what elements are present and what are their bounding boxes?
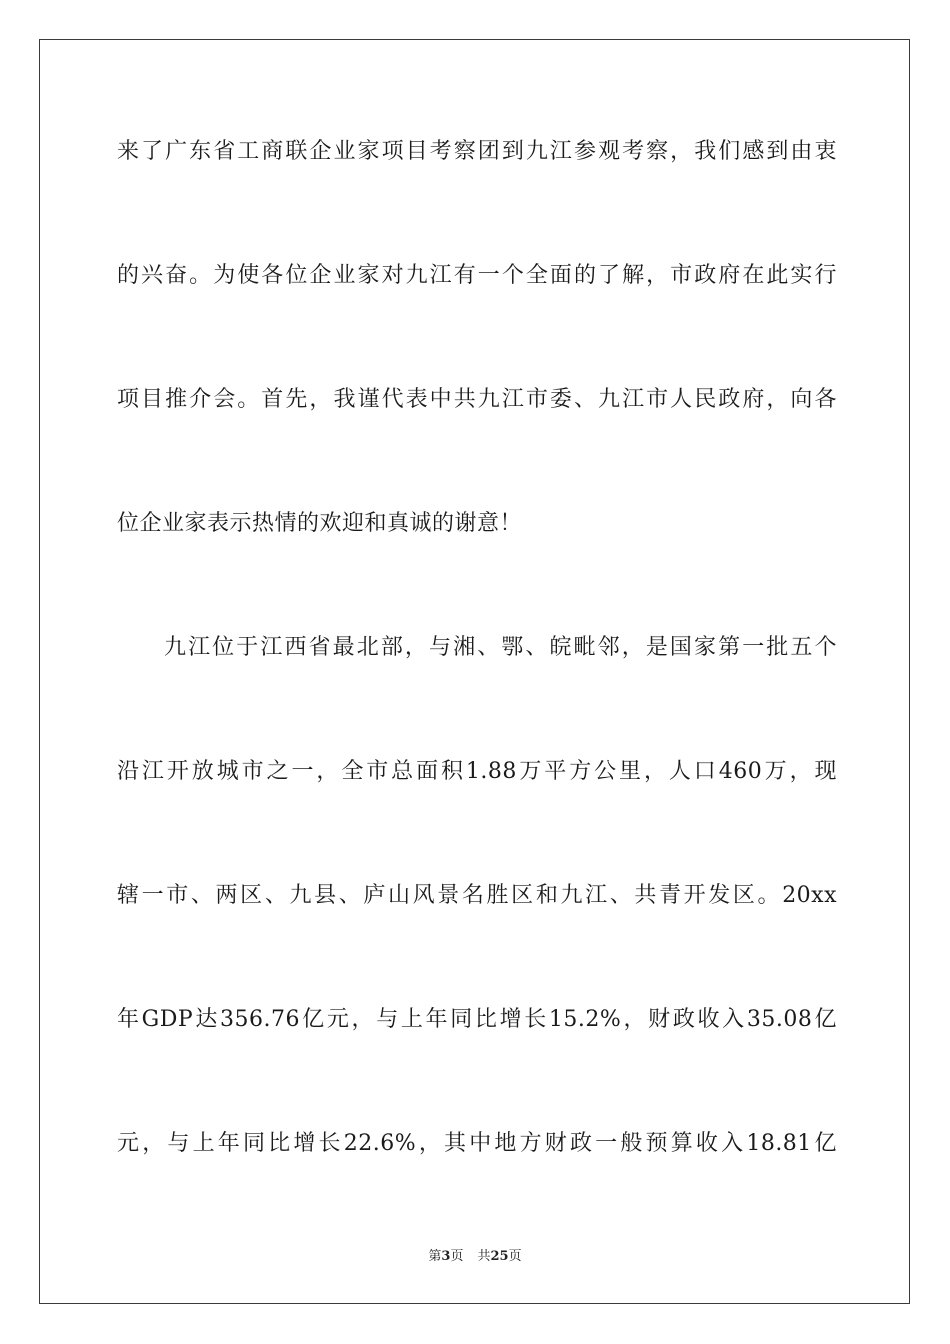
text-line-1: 来了广东省工商联企业家项目考察团到九江参观考察，我们感到由衷 bbox=[117, 139, 837, 164]
total-suffix: 页 bbox=[508, 1249, 522, 1264]
total-pages: 25 bbox=[490, 1249, 509, 1264]
text-line-3: 项目推介会。首先，我谨代表中共九江市委、九江市人民政府，向各 bbox=[117, 387, 837, 412]
page-prefix: 第 bbox=[428, 1249, 442, 1264]
text-line-8: 年GDP达356.76亿元，与上年同比增长15.2%，财政收入35.08亿 bbox=[117, 1007, 837, 1032]
page-footer bbox=[0, 1248, 950, 1266]
total-prefix: 共 bbox=[477, 1249, 491, 1264]
paragraph-2-first-line: 九江位于江西省最北部，与湘、鄂、皖毗邻，是国家第一批五个 bbox=[164, 635, 837, 660]
text-line-7: 辖一市、两区、九县、庐山风景名胜区和九江、共青开发区。20xx bbox=[117, 883, 837, 908]
text-line-2: 的兴奋。为使各位企业家对九江有一个全面的了解，市政府在此实行 bbox=[117, 263, 837, 288]
page-border bbox=[39, 39, 910, 1304]
page-number: 3 bbox=[441, 1249, 451, 1264]
page-suffix: 页 bbox=[450, 1249, 464, 1264]
text-line-4: 位企业家表示热情的欢迎和真诚的谢意！ bbox=[117, 511, 523, 536]
text-line-6: 沿江开放城市之一，全市总面积1.88万平方公里，人口460万，现 bbox=[117, 759, 837, 784]
text-line-9: 元，与上年同比增长22.6%，其中地方财政一般预算收入18.81亿 bbox=[117, 1131, 837, 1156]
